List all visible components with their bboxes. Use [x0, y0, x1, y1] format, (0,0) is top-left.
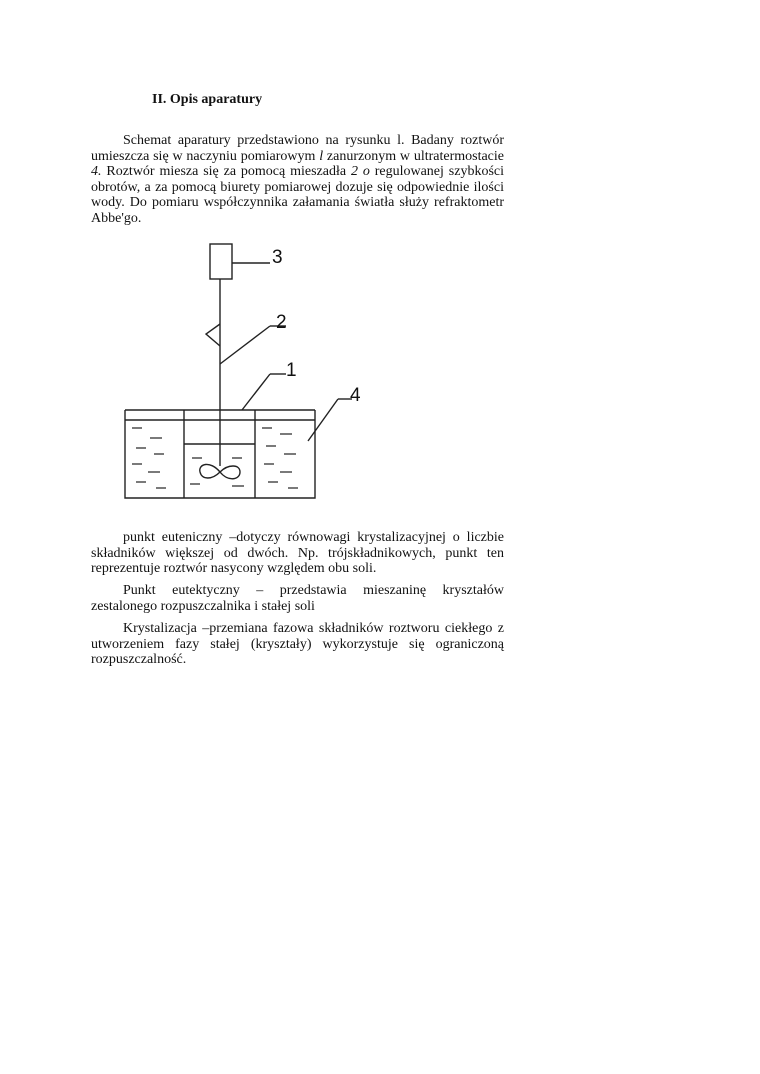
- eutectic-point-paragraph: [91, 583, 504, 614]
- intro-text-1: Schemat aparatury przedstawiono na rysunku l. Badany roztwór umieszcza się w naczyniu pomiarowym: [91, 133, 504, 164]
- motor-box: [210, 244, 232, 279]
- label-3: 3: [272, 247, 283, 268]
- intro-text-4: regulowanej szybkości obrotów, a za pomocą biurety pomiarowej dozuje się odpowiednie ilości wody. Do pomiaru współczynnika załamania światła służy refraktometr Abbe'go.: [91, 164, 504, 226]
- apparatus-diagram: [120, 236, 380, 501]
- eutonic-point-paragraph: [91, 530, 504, 577]
- section-heading: II. Opis aparatury: [152, 92, 263, 107]
- intro-text-3: Roztwór miesza się za pomocą mieszadła: [101, 164, 351, 180]
- stirrer-zigzag: [206, 324, 220, 346]
- intro-ref-vessel: l: [319, 148, 324, 164]
- intro-text-2: zanurzonym w ultratermostacie: [323, 148, 505, 164]
- eutectic-point-text: Punkt eutektyczny – przedstawia mieszaninę kryształów zestalonego rozpuszczalnika i stałej soli: [91, 583, 504, 614]
- intro-ref-thermostat: 4.: [91, 164, 102, 180]
- crystallization-text: Krystalizacja –przemiana fazowa składników roztworu ciekłego z utworzeniem fazy stałej (kryształy) wykorzystuje się ograniczoną rozpuszczalność.: [91, 621, 504, 668]
- label-4: 4: [350, 385, 361, 406]
- stirrer-blade: [200, 464, 240, 478]
- intro-ref-stirrer: 2 o: [350, 164, 370, 180]
- apparatus-description-paragraph: [91, 133, 504, 227]
- leader-line-2: [220, 326, 270, 364]
- label-2: 2: [276, 312, 287, 333]
- liquid-dashes: [132, 428, 298, 488]
- eutonic-point-text: punkt euteniczny –dotyczy równowagi krystalizacyjnej o liczbie składników większej od dwóch. Np. trójskładnikowych, punkt ten reprezentuje roztwór nasycony względem obu soli.: [91, 530, 504, 577]
- crystallization-paragraph: [91, 621, 504, 668]
- leader-line-1: [242, 374, 270, 410]
- label-1: 1: [286, 360, 297, 381]
